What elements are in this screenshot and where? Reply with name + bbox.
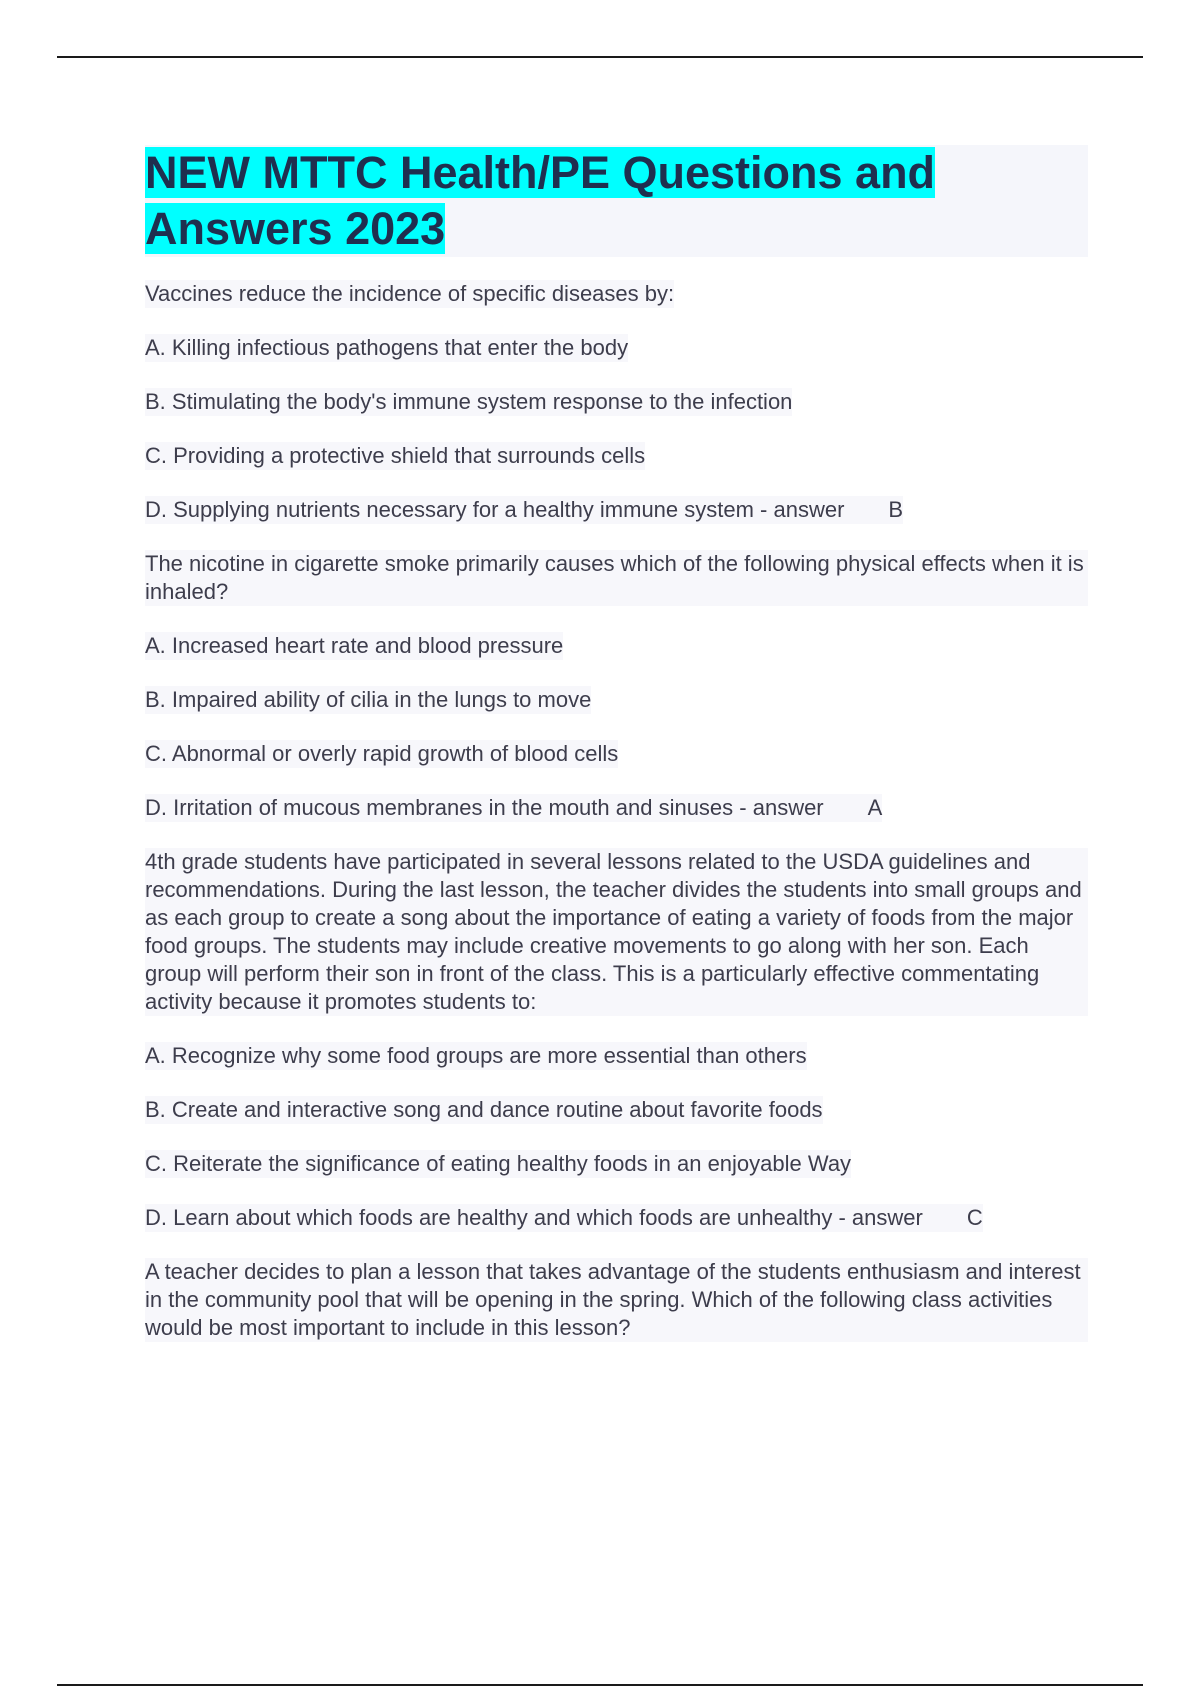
answer-letter: A [867,795,883,820]
question-text: A teacher decides to plan a lesson that takes advantage of the students enthusiasm and interest in the community pool that will be opening in the spring. Which of the following class activities would be most important to include in this lesson? [145,1258,1088,1342]
question-block [145,550,1088,632]
answer-letter: C [966,1205,983,1230]
page-title [145,145,1088,257]
option-d [145,794,882,822]
top-rule [57,56,1143,58]
option-c: C. Providing a protective shield that surrounds cells [145,443,646,468]
title-line-1: NEW MTTC Health/PE Questions and [145,147,936,198]
option-c: C. Reiterate the significance of eating healthy foods in an enjoyable Way [145,1151,852,1176]
document-title-block [145,145,1088,257]
question-text: 4th grade students have participated in several lessons related to the USDA guidelines and recommendations. During the last lesson, the teacher divides the students into small groups and as each group to create a song about the importance of eating a variety of foods from the major food groups. The students may include creative movements to go along with her son. Each group will perform their son in front of the class. This is a particularly effective commentating activity because it promotes students to: [145,848,1088,1016]
option-d-text: D. Supplying nutrients necessary for a healthy immune system - answer [145,497,845,522]
option-a: A. Recognize why some food groups are more essential than others [145,1043,807,1068]
option-d-text: D. Learn about which foods are healthy and which foods are unhealthy - answer [145,1205,923,1230]
option-c: C. Abnormal or overly rapid growth of blood cells [145,741,619,766]
questions-content [145,280,1088,1368]
option-b: B. Create and interactive song and dance routine about favorite foods [145,1097,823,1122]
question-text: The nicotine in cigarette smoke primarily causes which of the following physical effects when it is inhaled? [145,550,1088,606]
question-block [145,848,1088,1042]
option-b: B. Stimulating the body's immune system response to the infection [145,389,793,414]
option-d [145,496,903,524]
option-d [145,1204,983,1232]
bottom-rule [57,1684,1143,1686]
option-a: A. Increased heart rate and blood pressure [145,633,564,658]
question-block [145,1258,1088,1368]
option-d-text: D. Irritation of mucous membranes in the mouth and sinuses - answer [145,795,824,820]
answer-letter: B [888,497,904,522]
question-block [145,280,1088,334]
option-a: A. Killing infectious pathogens that enter the body [145,335,629,360]
title-line-2: Answers 2023 [145,203,446,254]
question-text: Vaccines reduce the incidence of specific diseases by: [145,281,675,306]
option-b: B. Impaired ability of cilia in the lungs to move [145,687,592,712]
